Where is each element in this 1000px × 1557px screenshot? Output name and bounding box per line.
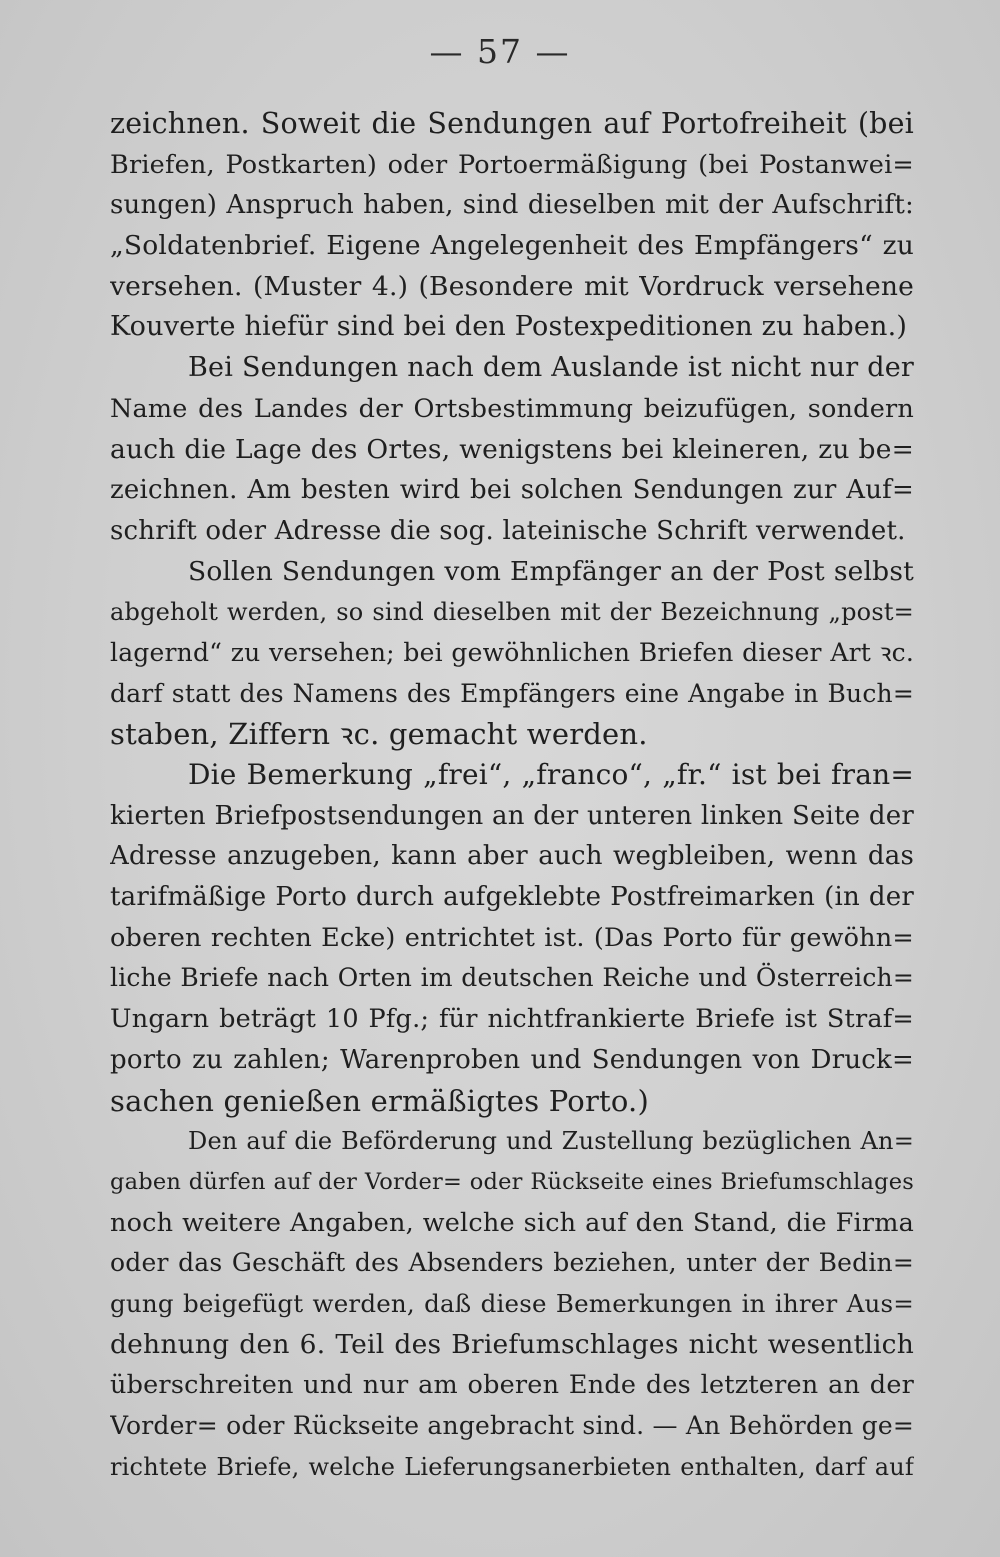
text-line: dehnung den 6. Teil des Briefumschlages nicht wesentlich <box>110 1328 914 1360</box>
text-line: gung beigefügt werden, daß diese Bemerkungen in ihrer Aus= <box>110 1288 914 1318</box>
text-line: oberen rechten Ecke) entrichtet ist. (Das Porto für gewöhn= <box>110 922 914 953</box>
text-line: „Soldatenbrief. Eigene Angelegenheit des Empfängers“ zu <box>110 230 914 262</box>
text-line: Den auf die Beförderung und Zustellung bezüglichen An= <box>188 1127 914 1156</box>
text-line: Briefen, Postkarten) oder Portoermäßigung (bei Postanwei= <box>110 149 914 180</box>
text-line: sachen genießen ermäßigtes Porto.) <box>110 1083 649 1118</box>
text-line: zeichnen. Am besten wird bei solchen Sendungen zur Auf= <box>110 475 914 506</box>
text-line: Bei Sendungen nach dem Auslande ist nicht nur der <box>188 352 914 384</box>
text-line: staben, Ziffern ꝛc. gemacht werden. <box>110 717 648 752</box>
text-line: gaben dürfen auf der Vorder= oder Rückseite eines Briefumschlages <box>110 1168 914 1195</box>
text-line: versehen. (Muster 4.) (Besondere mit Vordruck versehene <box>110 270 914 302</box>
body-text <box>110 104 914 1487</box>
text-line: sungen) Anspruch haben, sind dieselben mit der Aufschrift: <box>110 190 914 221</box>
text-line: Sollen Sendungen vom Empfänger an der Post selbst <box>188 555 914 587</box>
text-line: porto zu zahlen; Warenproben und Sendungen von Druck= <box>110 1044 914 1075</box>
text-line: Kouverte hiefür sind bei den Postexpeditionen zu haben.) <box>110 311 908 343</box>
text-line: abgeholt werden, so sind dieselben mit der Bezeichnung „post= <box>110 598 914 627</box>
text-line: auch die Lage des Ortes, wenigstens bei kleineren, zu be= <box>110 433 914 465</box>
text-line: schrift oder Adresse die sog. lateinische Schrift verwendet. <box>110 515 906 546</box>
text-line: oder das Geschäft des Absenders beziehen, unter der Bedin= <box>110 1248 914 1278</box>
text-line: zeichnen. Soweit die Sendungen auf Portofreiheit (bei <box>110 107 914 140</box>
text-line: kierten Briefpostsendungen an der unteren linken Seite der <box>110 800 914 831</box>
text-line: noch weitere Angaben, welche sich auf den Stand, die Firma <box>110 1207 914 1238</box>
text-line: Ungarn beträgt 10 Pfg.; für nichtfrankierte Briefe ist Straf= <box>110 1004 914 1035</box>
text-line: richtete Briefe, welche Lieferungsanerbieten enthalten, darf auf <box>110 1452 914 1481</box>
text-line: liche Briefe nach Orten im deutschen Reiche und Österreich= <box>110 963 914 993</box>
text-line: darf statt des Namens des Empfängers eine Angabe in Buch= <box>110 678 914 708</box>
text-line: Name des Landes der Ortsbestimmung beizufügen, sondern <box>110 393 914 424</box>
page-number: — 57 — <box>429 32 571 71</box>
text-line: Adresse anzugeben, kann aber auch wegbleiben, wenn das <box>110 841 914 872</box>
text-line: Vorder= oder Rückseite angebracht sind. — An Behörden ge= <box>110 1411 914 1440</box>
text-line: tarifmäßige Porto durch aufgeklebte Postfreimarken (in der <box>110 882 914 913</box>
text-line: überschreiten und nur am oberen Ende des letzteren an der <box>110 1370 914 1401</box>
text-line: Die Bemerkung „frei“, „franco“, „fr.“ ist bei fran= <box>188 758 914 791</box>
text-line: lagernd“ zu versehen; bei gewöhnlichen Briefen dieser Art ꝛc. <box>110 637 914 667</box>
